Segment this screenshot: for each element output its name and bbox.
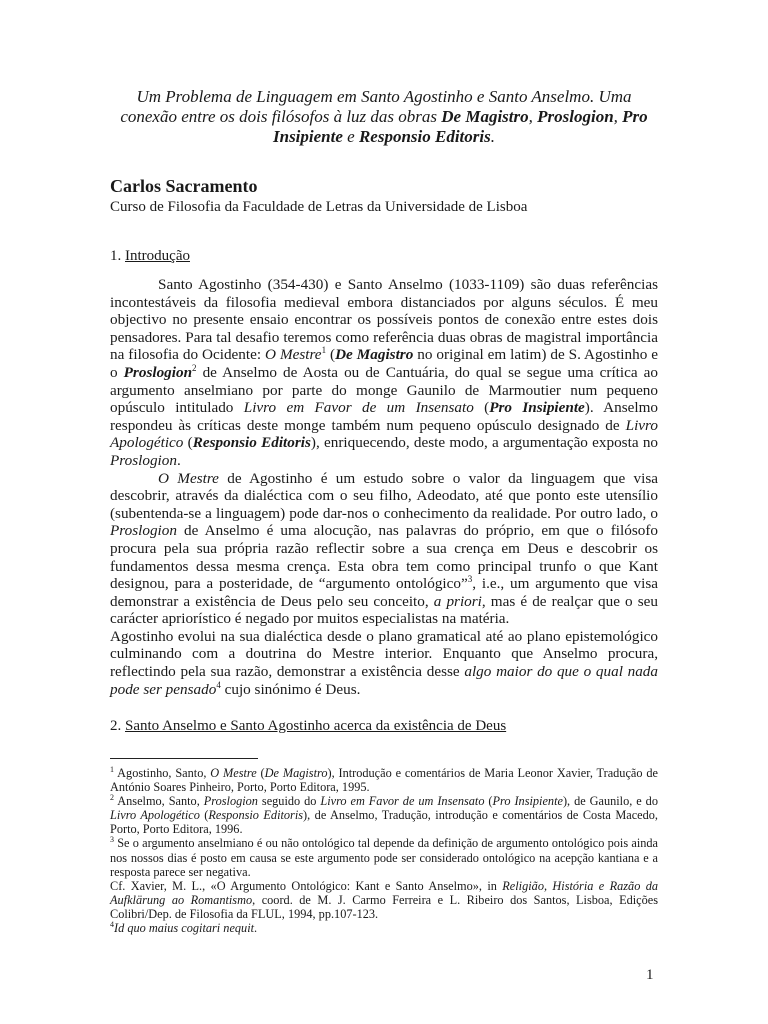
paper-title: Um Problema de Linguagem em Santo Agostinho e Santo Anselmo. Uma conexão entre os dois filósofos à luz das obras De Magistro, Proslogion, Pro Insipiente e Responsio Editoris.	[120, 87, 648, 146]
footnote: $^1$ Agostinho, Santo, O Mestre (De Magistro), Introdução e comentários de Maria Leonor Xavier, Tradução de António Soares Pinheiro, Porto, Porto Editora, 1995.	[110, 765, 658, 795]
section-heading-introduction: 1. Introdução	[110, 248, 190, 264]
footnote: $^3$ Se o argumento anselmiano é ou não ontológico tal depende da definição de argumento ontológico pois ainda nos nossos dias é posto em causa se este argumento pode ser considerado ontológico na acepção kantiana e a resposta parece ser negativa.	[110, 835, 658, 879]
footnote-ref[interactable]: 1	[321, 345, 327, 356]
footnote-ref[interactable]: 4	[216, 679, 221, 690]
footnote: $^4$Id quo maius cogitari nequit.	[110, 920, 258, 936]
paragraph: Santo Agostinho (354-430) e Santo Anselmo (1033-1109) são duas referências incontestáveis da filosofia medieval embora distanciados por alguns séculos. É meu objectivo no presente ensaio encontrar os possíveis pontos de conexão entre estes dois pensadores. Para tal desafio teremos como referência duas obras de magistral importância na filosofia do Ocidente: O Mestre$^1$ (De Magistro no original em latim) de S. Agostinho e o Proslogion$^2$ de Anselmo de Aosta ou de Cantuária, do qual se segue uma crítica ao argumento anselmiano por parte do monge Gaunilo de Marmoutier num pequeno opúsculo intitulado Livro em Favor de um Insensato (Pro Insipiente). Anselmo respondeu às críticas deste monge também num pequeno opúsculo designado de Livro Apologético (Responsio Editoris), enriquecendo, deste modo, a argumentação exposta no Proslogion.	[110, 276, 659, 469]
section-heading-existence-of-god: 2. Santo Anselmo e Santo Agostinho acerca da existência de Deus	[110, 718, 507, 734]
footnote-ref[interactable]: 3	[467, 574, 473, 585]
author-affiliation: Curso de Filosofia da Faculdade de Letras da Universidade de Lisboa	[110, 199, 528, 215]
body-text	[110, 276, 658, 698]
paragraph: O Mestre de Agostinho é um estudo sobre o valor da linguagem que visa descobrir, através da dialéctica com o seu filho, Adeodato, até que ponto este utensílio (subentenda-se a linguagem) pode dar-nos o conhecimento da realidade. Por outro lado, o Proslogion de Anselmo é uma alocução, nas palavras do próprio, em que o filósofo procura pela sua própria razão reflectir sobre a sua crença em Deus e descobrir os fundamentos dessa mesma crença. Esta obra tem como principal trunfo o que Kant designou, para a posteridade, de “argumento ontológico”$^3$, i.e., um argumento que visa demonstrar a existência de Deus pelo seu conceito, a priori, mas é de realçar que o seu carácter apriorístico é negado por muitos especialistas na matéria.	[110, 469, 659, 628]
footnote-continuation: Cf. Xavier, M. L., «O Argumento Ontológico: Kant e Santo Anselmo», in Religião, História e Razão da Aufklärung ao Romantismo, coord. de M. J. Carmo Ferreira e L. Ribeiro dos Santos, Lisboa, Edições Colibri/Dep. de Filosofia da FLUL, 1994, pp.107-123.	[110, 878, 659, 921]
author-name: Carlos Sacramento	[110, 176, 258, 196]
footnotes	[110, 766, 658, 935]
footnote-separator	[110, 758, 258, 759]
page-number: 1	[646, 967, 654, 983]
footnote-ref[interactable]: 2	[192, 362, 197, 373]
footnote: $^2$ Anselmo, Santo, Proslogion seguido do Livro em Favor de um Insensato (Pro Insipiente), de Gaunilo, e do Livro Apologético (Responsio Editoris), de Anselmo, Tradução, introdução e comentários de Costa Macedo, Porto, Porto Editora, 1996.	[110, 793, 658, 837]
paragraph: Agostinho evolui na sua dialéctica desde o plano gramatical até ao plano epistemológico culminando com a doutrina do Mestre interior. Enquanto que Anselmo procura, reflectindo pela sua razão, demonstrar a existência desse algo maior do que o qual nada pode ser pensado$^4$ cujo sinónimo é Deus.	[110, 627, 658, 698]
